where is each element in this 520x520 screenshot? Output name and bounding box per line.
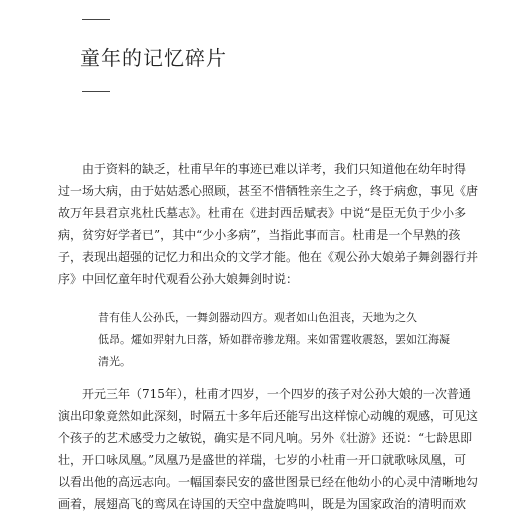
paragraph-line: 个孩子的艺术感受力之敏锐，确实是不同凡响。另外《壮游》还说：“七龄思即	[58, 431, 473, 445]
title-top-rule	[82, 19, 110, 20]
paragraph-line: 序》中回忆童年时代观看公孙大娘舞剑时说：	[58, 272, 299, 286]
paragraph-line: 病，贫穷好学者已”，其中“少小多病”，当指此事而言。杜甫是一个早熟的孩	[58, 228, 461, 242]
paragraph-line: 由于资料的缺乏，杜甫早年的事迹已难以详考，我们只知道他在幼年时得	[82, 162, 467, 176]
quote-line: 低昂。㸌如羿射九日落，矫如群帝骖龙翔。来如雷霆收震怒，罢如江海凝	[98, 333, 450, 346]
paragraph-line: 壮，开口咏凤凰。”凤凰乃是盛世的祥瑞，七岁的小杜甫一开口就歌咏凤凰，可	[58, 453, 467, 467]
quote-line: 昔有佳人公孙氏，一舞剑器动四方。观者如山色沮丧，天地为之久	[98, 311, 417, 324]
paragraph-line: 以看出他的高远志向。一幅国泰民安的盛世图景已经在他幼小的心灵中清晰地勾	[58, 475, 479, 489]
paragraph-line: 故万年县君京兆杜氏墓志》。杜甫在《进封西岳赋表》中说“是臣无负于少小多	[58, 206, 467, 220]
paragraph-line: 画着，展翅高飞的鸾凤在诗国的天空中盘旋鸣叫，既是为国家政治的清明而欢	[58, 497, 467, 511]
chapter-title: 童年的记忆碎片	[80, 46, 227, 70]
paragraph-1	[58, 158, 482, 290]
paragraph-line: 过一场大病，由于姑姑悉心照顾，甚至不惜牺牲亲生之子，终于病愈，事见《唐	[58, 184, 479, 198]
paragraph-line: 演出印象竟然如此深刻，时隔五十多年后还能写出这样惊心动魄的观感，可见这	[58, 409, 479, 423]
poem-quote	[98, 307, 482, 373]
paragraph-line: 子，表现出超强的记忆力和出众的文学才能。他在《观公孙大娘弟子舞剑器行并	[58, 250, 479, 264]
title-bottom-rule	[82, 91, 110, 92]
paragraph-2	[58, 383, 482, 515]
quote-line: 清光。	[98, 355, 131, 368]
paragraph-line: 开元三年（715年），杜甫才四岁，一个四岁的孩子对公孙大娘的一次普通	[82, 387, 471, 401]
